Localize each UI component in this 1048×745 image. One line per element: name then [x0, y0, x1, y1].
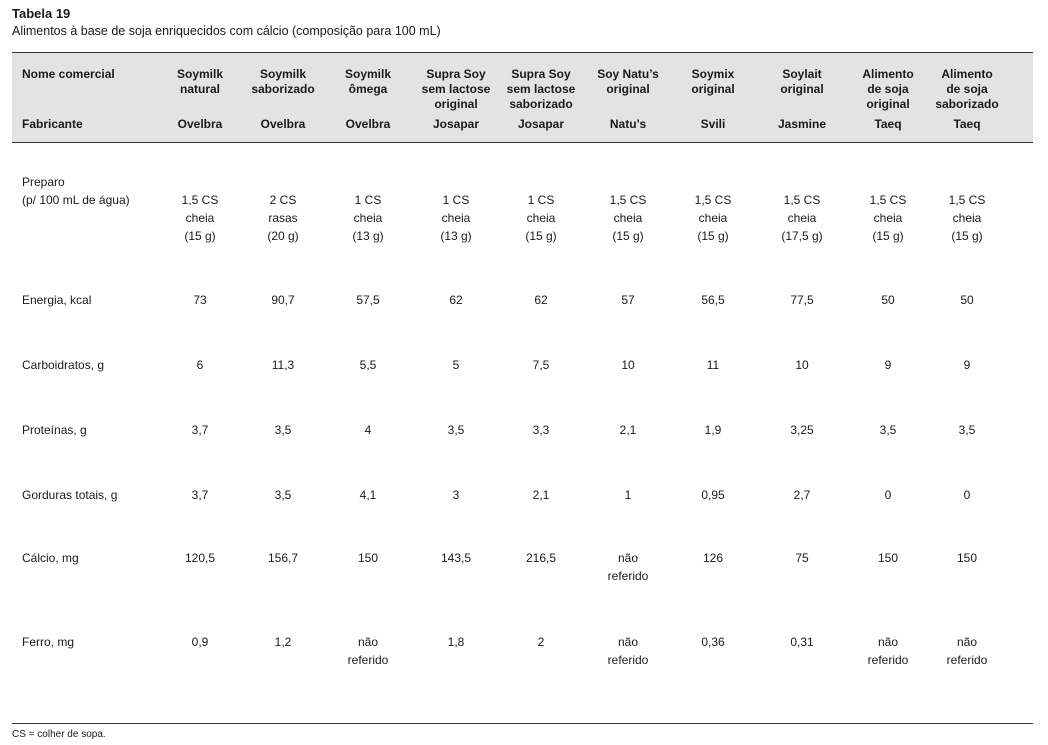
table-cell: 1,5 CS	[783, 193, 821, 207]
table-cell: 62	[534, 293, 548, 307]
product-name-line: original	[691, 82, 735, 96]
product-maker: Ovelbra	[260, 117, 306, 131]
table-cell: 150	[877, 551, 899, 565]
table-cell: referido	[347, 653, 389, 667]
table-cell: referido	[946, 653, 988, 667]
product-name-line: saborizado	[509, 97, 573, 111]
table-cell: 50	[881, 293, 895, 307]
product-maker: Taeq	[874, 117, 902, 131]
table-cell: 0	[963, 488, 971, 502]
product-name-line: original	[606, 82, 650, 96]
product-name-line: Soymilk	[176, 67, 224, 81]
table-cell: 1,5 CS	[609, 193, 647, 207]
table-cell: (15 g)	[872, 229, 904, 243]
product-name-line: original	[434, 97, 478, 111]
table-cell: 75	[795, 551, 809, 565]
product-name-line: original	[780, 82, 824, 96]
table-cell: 56,5	[701, 293, 725, 307]
table-cell: rasas	[268, 211, 298, 225]
table-cell: referido	[607, 653, 649, 667]
table-cell: 5,5	[359, 358, 377, 372]
table-cell: 3,5	[274, 423, 292, 437]
table-cell: 3,5	[958, 423, 976, 437]
table-cell: não	[956, 635, 978, 649]
table-cell: cheia	[873, 211, 903, 225]
table-cell: 0,36	[701, 635, 725, 649]
table-cell: não	[877, 635, 899, 649]
table-cell: 3,25	[790, 423, 814, 437]
table-cell: 150	[357, 551, 379, 565]
table-cell: não	[357, 635, 379, 649]
table-cell: 57	[621, 293, 635, 307]
table-cell: 9	[963, 358, 971, 372]
table-cell: 0,31	[790, 635, 814, 649]
table-cell: 1,5 CS	[948, 193, 986, 207]
table-cell: cheia	[952, 211, 982, 225]
table-cell: 57,5	[356, 293, 380, 307]
row-label: (p/ 100 mL de água)	[22, 193, 130, 207]
product-name-line: saborizado	[251, 82, 315, 96]
table-cell: 126	[702, 551, 724, 565]
table-cell: 4	[364, 423, 372, 437]
table-cell: cheia	[613, 211, 643, 225]
table-cell: 143,5	[440, 551, 472, 565]
product-maker: Natu’s	[609, 117, 647, 131]
table-cell: 73	[193, 293, 207, 307]
table-footnote: CS = colher de sopa.	[12, 729, 106, 740]
product-name-line: saborizado	[935, 97, 999, 111]
table-cell: 1 CS	[527, 193, 555, 207]
table-cell: não	[617, 635, 639, 649]
table-cell: 2	[537, 635, 545, 649]
table-cell: cheia	[185, 211, 215, 225]
product-name-line: ômega	[348, 82, 388, 96]
table-cell: 3,7	[191, 423, 209, 437]
product-name-line: Supra Soy	[426, 67, 486, 81]
table-cell: 1	[624, 488, 632, 502]
table-bottom-rule	[12, 723, 1033, 724]
product-name-line: natural	[179, 82, 221, 96]
product-maker: Ovelbra	[177, 117, 223, 131]
row-label: Gorduras totais, g	[22, 488, 118, 502]
table-cell: 90,7	[271, 293, 295, 307]
product-name-line: Soy Natu’s	[597, 67, 659, 81]
table-cell: 11,3	[271, 358, 295, 372]
table-cell: 3,5	[879, 423, 897, 437]
table-cell: 1,5 CS	[869, 193, 907, 207]
header-label-name: Nome comercial	[22, 67, 115, 81]
table-cell: (15 g)	[697, 229, 729, 243]
table-cell: 3,7	[191, 488, 209, 502]
product-maker: Taeq	[953, 117, 981, 131]
table-cell: 1 CS	[354, 193, 382, 207]
table-cell: (20 g)	[267, 229, 299, 243]
product-maker: Jasmine	[777, 117, 827, 131]
table-cell: (15 g)	[951, 229, 983, 243]
table-cell: cheia	[698, 211, 728, 225]
product-name-line: Soymix	[691, 67, 735, 81]
table-cell: 3	[452, 488, 460, 502]
table-cell: 156,7	[267, 551, 299, 565]
table-cell: 4,1	[359, 488, 377, 502]
product-name-line: original	[866, 97, 910, 111]
table-cell: 2 CS	[269, 193, 297, 207]
table-cell: 0	[884, 488, 892, 502]
table-cell: referido	[607, 569, 649, 583]
product-name-line: Soymilk	[259, 67, 307, 81]
row-label: Ferro, mg	[22, 635, 75, 649]
row-label: Preparo	[22, 175, 65, 189]
table-cell: 0,95	[701, 488, 725, 502]
table-subtitle: Alimentos à base de soja enriquecidos com cálcio (composição para 100 mL)	[12, 24, 441, 38]
table-cell: cheia	[526, 211, 556, 225]
product-maker: Ovelbra	[345, 117, 391, 131]
table-cell: (15 g)	[184, 229, 216, 243]
table-cell: 1,8	[447, 635, 465, 649]
header-label-maker: Fabricante	[22, 117, 83, 131]
product-maker: Josapar	[517, 117, 565, 131]
product-name-line: Alimento	[941, 67, 993, 81]
product-maker: Svili	[700, 117, 726, 131]
table-cell: (15 g)	[525, 229, 557, 243]
table-cell: 10	[795, 358, 809, 372]
table-cell: 2,1	[619, 423, 637, 437]
table-cell: referido	[867, 653, 909, 667]
table-cell: 2,1	[532, 488, 550, 502]
table-cell: (15 g)	[612, 229, 644, 243]
table-cell: 120,5	[184, 551, 216, 565]
table-cell: 1,5 CS	[694, 193, 732, 207]
table-cell: 3,5	[274, 488, 292, 502]
row-label: Carboidratos, g	[22, 358, 105, 372]
table-cell: 3,3	[532, 423, 550, 437]
product-name-line: sem lactose	[506, 82, 576, 96]
table-cell: cheia	[787, 211, 817, 225]
table-cell: 7,5	[532, 358, 550, 372]
table-cell: 2,7	[793, 488, 811, 502]
product-name-line: Supra Soy	[511, 67, 571, 81]
table-cell: não	[617, 551, 639, 565]
table-cell: 0,9	[191, 635, 209, 649]
table-cell: 9	[884, 358, 892, 372]
table-cell: 62	[449, 293, 463, 307]
table-cell: 150	[956, 551, 978, 565]
table-cell: (13 g)	[352, 229, 384, 243]
table-cell: 1,2	[274, 635, 292, 649]
table-cell: 5	[452, 358, 460, 372]
product-maker: Josapar	[432, 117, 480, 131]
product-name-line: Soylait	[782, 67, 822, 81]
table-cell: 216,5	[525, 551, 557, 565]
table-cell: 77,5	[790, 293, 814, 307]
table-cell: 6	[196, 358, 204, 372]
table-cell: (13 g)	[440, 229, 472, 243]
table-title: Tabela 19	[12, 6, 71, 21]
table-cell: cheia	[353, 211, 383, 225]
table-cell: cheia	[441, 211, 471, 225]
product-name-line: sem lactose	[421, 82, 491, 96]
table-cell: 50	[960, 293, 974, 307]
table-cell: 1,5 CS	[181, 193, 219, 207]
product-name-line: de soja	[867, 82, 909, 96]
row-label: Proteínas, g	[22, 423, 87, 437]
table-cell: 1 CS	[442, 193, 470, 207]
row-label: Energia, kcal	[22, 293, 92, 307]
product-name-line: Soymilk	[344, 67, 392, 81]
table-cell: 3,5	[447, 423, 465, 437]
product-name-line: Alimento	[862, 67, 914, 81]
table-cell: 10	[621, 358, 635, 372]
table-cell: (17,5 g)	[781, 229, 823, 243]
table-cell: 1,9	[704, 423, 722, 437]
row-label: Cálcio, mg	[22, 551, 79, 565]
table-cell: 11	[706, 358, 720, 372]
product-name-line: de soja	[946, 82, 988, 96]
